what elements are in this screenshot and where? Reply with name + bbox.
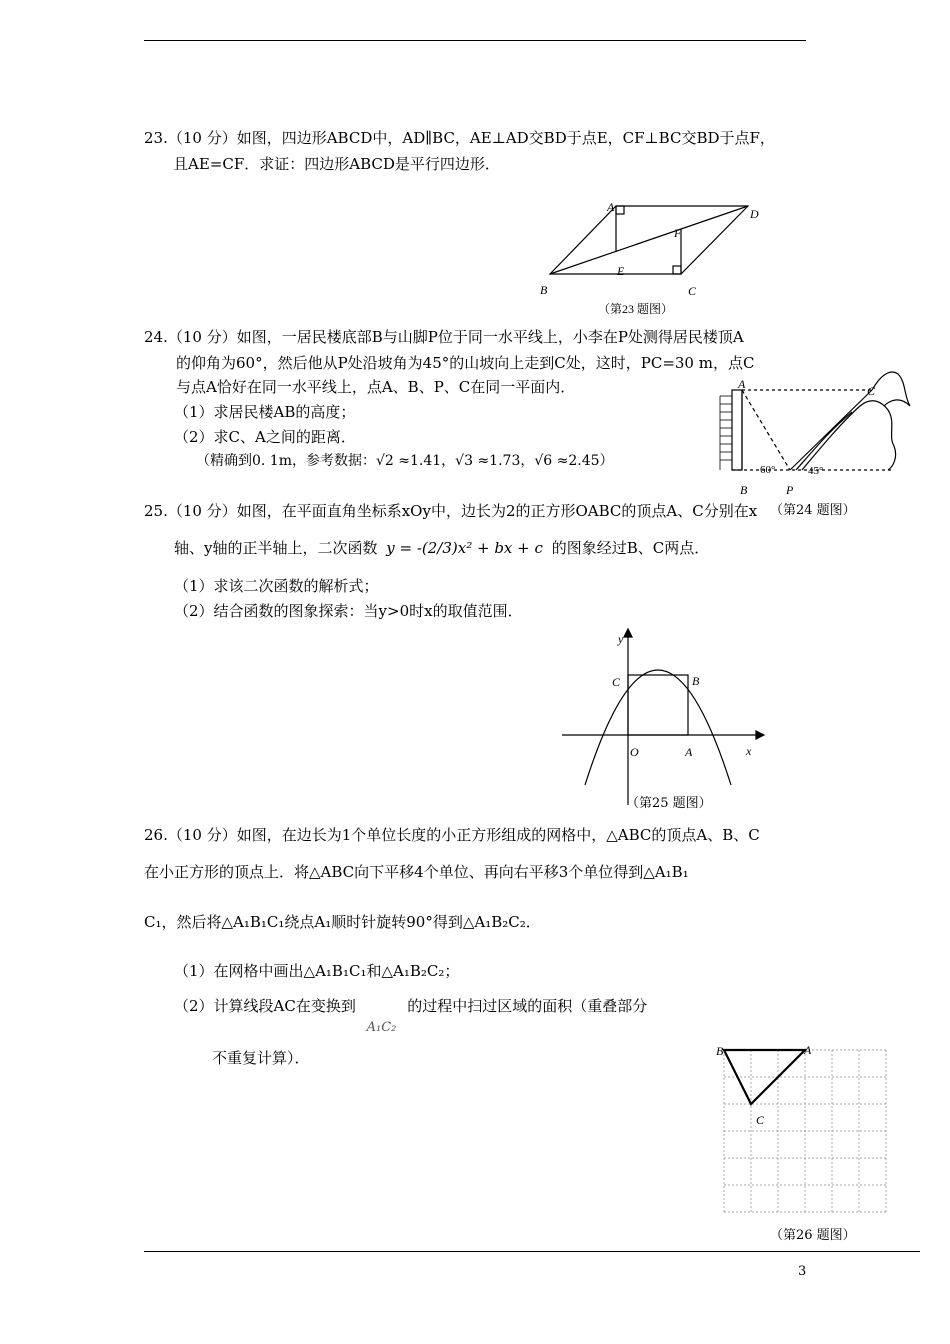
q25-label-x: x xyxy=(746,744,752,758)
q25-figure xyxy=(560,625,770,815)
q23-label-d: D xyxy=(750,207,759,221)
q24-line3: 与点A恰好在同一水平线上，点A、B、P、C在同一平面内． xyxy=(176,378,576,396)
q26-line1 xyxy=(144,826,760,844)
q24-line-ap xyxy=(742,390,790,470)
q23-label-c: C xyxy=(688,284,697,298)
q26-number: 26. xyxy=(144,826,168,844)
q25-label-c: C xyxy=(612,675,621,689)
q26-text1: 如图，在边长为1个单位长度的小正方形组成的网格中，△ABC的顶点A、B、C xyxy=(236,826,760,844)
q26-line2: 在小正方形的顶点上．将△ABC向下平移4个单位、再向右平移3个单位得到△A₁B₁ xyxy=(144,863,689,881)
q25-text1: 如图，在平面直角坐标系xOy中，边长为2的正方形OABC的顶点A、C分别在x xyxy=(236,502,758,520)
q23-line2: 且AE=CF．求证：四边形ABCD是平行四边形． xyxy=(173,155,500,173)
q24-figure xyxy=(712,366,912,504)
q25-text2a: 轴、y轴的正半轴上，二次函数 xyxy=(174,539,378,557)
q23-text1: 如图，四边形ABCD中，AD∥BC，AE⊥AD交BD于点E，CF⊥BC交BD于点F， xyxy=(236,129,775,147)
q26-points: （10 分） xyxy=(167,826,237,844)
q25-label-a: A xyxy=(685,745,693,759)
q24-text1: 如图，一居民楼底部B与山脚P位于同一水平线上，小李在P处测得居民楼顶A xyxy=(236,328,744,346)
q23-number: 23. xyxy=(144,129,168,147)
q26-line3: C₁，然后将△A₁B₁C₁绕点A₁顺时针旋转90°得到△A₁B₂C₂． xyxy=(144,913,541,931)
q25-line1 xyxy=(144,502,757,520)
q23-diagonal-bd xyxy=(550,206,748,274)
q26-sub2a: （2）计算线段AC在变换到 xyxy=(174,997,356,1015)
q25-formula: y = -(2/3)x² + bx + c xyxy=(386,539,543,557)
q24-note: （精确到0. 1m，参考数据：√2 ≈1.41，√3 ≈1.73，√6 ≈2.45） xyxy=(196,453,614,469)
q26-label-c: C xyxy=(756,1113,765,1127)
q23-label-b: B xyxy=(540,283,548,297)
q24-building xyxy=(732,390,742,470)
q23-label-a: A xyxy=(607,200,615,214)
q25-y-arrow xyxy=(624,629,632,637)
q24-angle-45: 45° xyxy=(808,465,824,477)
page-number: 3 xyxy=(798,1264,807,1279)
q24-sub2: （2）求C、A之间的距离． xyxy=(174,428,356,446)
q25-line2 xyxy=(174,539,709,557)
q26-caption: （第26 题图） xyxy=(770,1228,856,1243)
header-rule xyxy=(144,40,806,41)
q26-label-a: A xyxy=(804,1043,812,1057)
q23-right-angle-a xyxy=(616,206,624,214)
q24-points: （10 分） xyxy=(167,328,237,346)
q24-number: 24. xyxy=(144,328,168,346)
q25-label-y: y xyxy=(618,632,624,646)
q23-line1 xyxy=(144,129,775,147)
q24-mountain xyxy=(802,372,910,470)
q24-caption: （第24 题图） xyxy=(770,503,856,518)
q25-square-oabc xyxy=(628,675,688,735)
q25-points: （10 分） xyxy=(167,502,237,520)
q23-points: （10 分） xyxy=(167,129,237,147)
q26-sub2 xyxy=(174,997,648,1035)
q25-text2b: 的图象经过B、C两点． xyxy=(551,539,710,557)
q24-line1 xyxy=(144,328,744,346)
q25-number: 25. xyxy=(144,502,168,520)
q26-sub2c: 不重复计算）． xyxy=(212,1049,310,1067)
q24-angle-60: 60° xyxy=(760,464,776,476)
q26-figure xyxy=(712,1040,894,1222)
q25-sub2: （2）结合函数的图象探索：当y>0时x的取值范围． xyxy=(174,602,523,620)
q26-sub1: （1）在网格中画出△A₁B₁C₁和△A₁B₂C₂； xyxy=(174,962,460,980)
q25-label-o: O xyxy=(630,745,639,759)
q23-figure xyxy=(536,196,766,321)
q25-parabola xyxy=(585,670,731,785)
q25-x-arrow xyxy=(756,731,764,739)
q23-label-f: F xyxy=(674,226,682,240)
q24-label-a: A xyxy=(738,377,746,391)
q25-sub1: （1）求该二次函数的解析式； xyxy=(174,577,379,595)
q23-caption: （第23 题图） xyxy=(598,302,674,316)
q24-label-p: P xyxy=(786,483,794,497)
q26-sub2b: 的过程中扫过区域的面积（重叠部分 xyxy=(407,997,648,1015)
footer-rule xyxy=(144,1251,920,1252)
q26-grid xyxy=(724,1050,886,1212)
q23-right-angle-c xyxy=(673,266,681,274)
q24-slope-pc xyxy=(790,390,872,470)
q26-segment: A₁C₂ xyxy=(366,1020,397,1035)
q26-label-b: B xyxy=(716,1044,724,1058)
q24-line2: 的仰角为60°，然后他从P处沿坡角为45°的山坡向上走到C处，这时，PC=30 m，点C xyxy=(176,354,755,372)
q25-label-b: B xyxy=(692,674,700,688)
q25-caption: （第25 题图） xyxy=(626,796,712,811)
q24-sub1: （1）求居民楼AB的高度； xyxy=(174,403,356,421)
q24-label-c: C xyxy=(867,384,876,398)
q24-building-windows xyxy=(720,396,732,470)
q24-label-b: B xyxy=(740,483,748,497)
q23-label-e: E xyxy=(617,264,625,278)
